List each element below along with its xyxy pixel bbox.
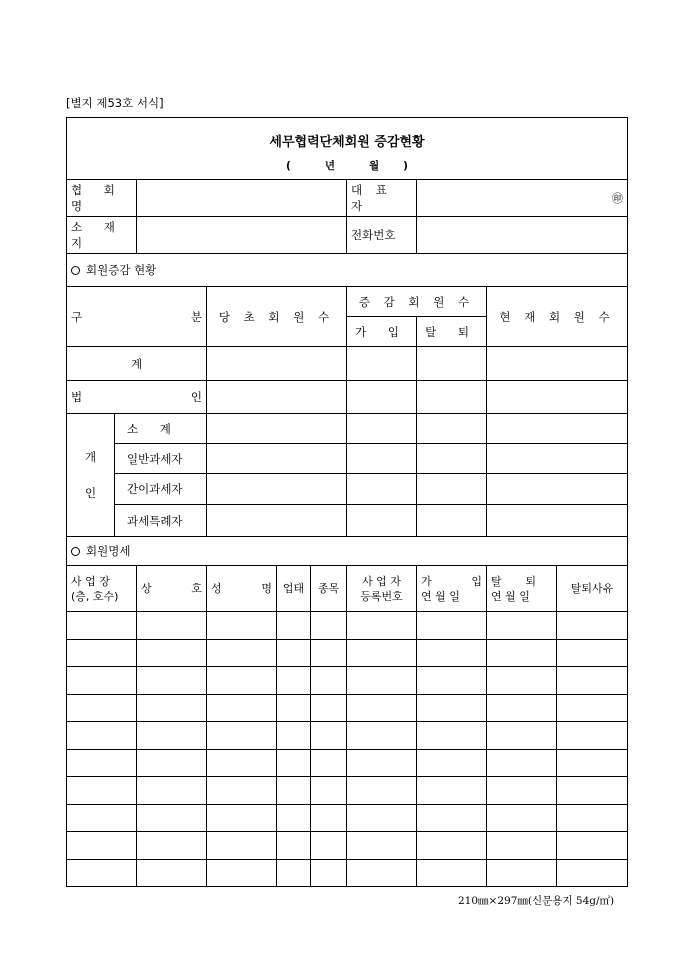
member-cell[interactable] bbox=[277, 612, 311, 640]
member-cell[interactable] bbox=[137, 859, 207, 887]
join-header: 가 입 bbox=[347, 317, 417, 347]
cell[interactable] bbox=[417, 414, 487, 444]
member-cell[interactable] bbox=[207, 832, 277, 860]
cell[interactable] bbox=[207, 505, 347, 537]
member-cell[interactable] bbox=[277, 832, 311, 860]
name-header: 성 명 bbox=[207, 566, 277, 612]
member-cell[interactable] bbox=[137, 749, 207, 777]
cell[interactable] bbox=[207, 414, 347, 444]
member-cell[interactable] bbox=[347, 694, 417, 722]
member-cell[interactable] bbox=[347, 832, 417, 860]
member-cell[interactable] bbox=[347, 722, 417, 750]
cell[interactable] bbox=[347, 505, 417, 537]
member-cell[interactable] bbox=[137, 832, 207, 860]
member-cell[interactable] bbox=[487, 859, 557, 887]
cell[interactable] bbox=[417, 444, 487, 474]
member-cell[interactable] bbox=[137, 722, 207, 750]
cell[interactable] bbox=[487, 474, 628, 505]
member-cell[interactable] bbox=[311, 667, 347, 695]
member-cell[interactable] bbox=[207, 777, 277, 805]
member-cell[interactable] bbox=[277, 804, 311, 832]
table-row bbox=[67, 832, 628, 860]
member-cell[interactable] bbox=[137, 612, 207, 640]
row-special-taxpayer-label: 과세특례자 bbox=[115, 505, 207, 537]
member-cell[interactable] bbox=[207, 612, 277, 640]
member-cell[interactable] bbox=[277, 859, 311, 887]
member-cell[interactable] bbox=[207, 722, 277, 750]
representative-field[interactable] bbox=[417, 180, 628, 217]
cell[interactable] bbox=[417, 474, 487, 505]
member-cell[interactable] bbox=[311, 777, 347, 805]
member-cell[interactable] bbox=[557, 832, 628, 860]
table-row bbox=[67, 694, 628, 722]
member-cell[interactable] bbox=[311, 639, 347, 667]
member-cell[interactable] bbox=[347, 639, 417, 667]
member-cell[interactable] bbox=[137, 694, 207, 722]
cell[interactable] bbox=[417, 381, 487, 414]
row-subtotal-label: 소 계 bbox=[115, 414, 207, 444]
member-cell[interactable] bbox=[417, 749, 487, 777]
member-cell[interactable] bbox=[207, 667, 277, 695]
member-cell[interactable] bbox=[67, 612, 137, 640]
table-row bbox=[67, 639, 628, 667]
member-cell[interactable] bbox=[347, 612, 417, 640]
member-cell[interactable] bbox=[487, 694, 557, 722]
member-cell[interactable] bbox=[277, 722, 311, 750]
registration-number-header: 사 업 자 등록번호 bbox=[347, 566, 417, 612]
cell[interactable] bbox=[487, 444, 628, 474]
cell[interactable] bbox=[487, 414, 628, 444]
row-simplified-taxpayer-label: 간이과세자 bbox=[115, 474, 207, 505]
member-cell[interactable] bbox=[137, 639, 207, 667]
member-cell[interactable] bbox=[207, 639, 277, 667]
item-header: 종목 bbox=[311, 566, 347, 612]
member-cell[interactable] bbox=[347, 804, 417, 832]
cell[interactable] bbox=[207, 474, 347, 505]
row-total-label: 계 bbox=[67, 347, 207, 381]
member-cell[interactable] bbox=[67, 639, 137, 667]
member-cell[interactable] bbox=[487, 639, 557, 667]
form-number-label: [별지 제53호 서식] bbox=[66, 96, 164, 110]
cell[interactable] bbox=[347, 414, 417, 444]
phone-label: 전화번호 bbox=[347, 217, 417, 254]
business-type-header: 업태 bbox=[277, 566, 311, 612]
member-cell[interactable] bbox=[67, 722, 137, 750]
table-row bbox=[67, 804, 628, 832]
member-cell[interactable] bbox=[487, 667, 557, 695]
member-cell[interactable] bbox=[417, 859, 487, 887]
cell[interactable] bbox=[487, 381, 628, 414]
member-cell[interactable] bbox=[487, 722, 557, 750]
association-name-label: 협 회 명 bbox=[67, 180, 137, 217]
member-cell[interactable] bbox=[67, 667, 137, 695]
member-change-header: 증 감 회 원 수 bbox=[347, 287, 487, 317]
member-cell[interactable] bbox=[207, 749, 277, 777]
member-cell[interactable] bbox=[277, 694, 311, 722]
cell[interactable] bbox=[347, 347, 417, 381]
phone-field[interactable] bbox=[417, 217, 628, 254]
circle-bullet-icon bbox=[71, 547, 80, 556]
member-cell[interactable] bbox=[417, 694, 487, 722]
member-cell[interactable] bbox=[557, 667, 628, 695]
cell[interactable] bbox=[417, 505, 487, 537]
table-row bbox=[67, 667, 628, 695]
member-cell[interactable] bbox=[557, 859, 628, 887]
member-cell[interactable] bbox=[347, 777, 417, 805]
cell[interactable] bbox=[207, 444, 347, 474]
trade-name-header: 상 호 bbox=[137, 566, 207, 612]
initial-members-header: 당 초 회 원 수 bbox=[207, 287, 347, 347]
member-cell[interactable] bbox=[67, 749, 137, 777]
section2-title: 회원명세 bbox=[67, 537, 628, 566]
member-cell[interactable] bbox=[207, 804, 277, 832]
member-cell[interactable] bbox=[207, 859, 277, 887]
member-cell[interactable] bbox=[417, 722, 487, 750]
member-cell[interactable] bbox=[67, 832, 137, 860]
member-cell[interactable] bbox=[557, 749, 628, 777]
cell[interactable] bbox=[347, 474, 417, 505]
member-cell[interactable] bbox=[311, 749, 347, 777]
member-cell[interactable] bbox=[557, 639, 628, 667]
cell[interactable] bbox=[487, 505, 628, 537]
member-cell[interactable] bbox=[311, 804, 347, 832]
category-header: 구 분 bbox=[67, 287, 207, 347]
join-date-header: 가 입 연 월 일 bbox=[417, 566, 487, 612]
table-row bbox=[67, 749, 628, 777]
member-cell[interactable] bbox=[67, 804, 137, 832]
place-header: 사 업 장 (층, 호수) bbox=[67, 566, 137, 612]
member-cell[interactable] bbox=[487, 777, 557, 805]
seal-mark: ㊞ bbox=[612, 192, 624, 205]
member-cell[interactable] bbox=[277, 749, 311, 777]
member-cell[interactable] bbox=[557, 612, 628, 640]
representative-label: 대 표 자 bbox=[347, 180, 417, 217]
cell[interactable] bbox=[207, 347, 347, 381]
member-rows bbox=[67, 612, 628, 887]
member-cell[interactable] bbox=[417, 777, 487, 805]
table-row bbox=[67, 777, 628, 805]
member-cell[interactable] bbox=[137, 777, 207, 805]
row-general-taxpayer-label: 일반과세자 bbox=[115, 444, 207, 474]
table-row bbox=[67, 612, 628, 640]
title-cell bbox=[67, 118, 628, 180]
row-corporation-label: 법 인 bbox=[67, 381, 207, 414]
member-cell[interactable] bbox=[487, 804, 557, 832]
member-cell[interactable] bbox=[557, 722, 628, 750]
member-cell[interactable] bbox=[277, 639, 311, 667]
member-cell[interactable] bbox=[277, 777, 311, 805]
location-field[interactable] bbox=[137, 217, 347, 254]
member-cell[interactable] bbox=[311, 612, 347, 640]
table-row bbox=[67, 722, 628, 750]
cell[interactable] bbox=[347, 381, 417, 414]
member-cell[interactable] bbox=[487, 749, 557, 777]
leave-date-header: 탈 퇴 연 월 일 bbox=[487, 566, 557, 612]
cell[interactable] bbox=[207, 381, 347, 414]
member-cell[interactable] bbox=[311, 722, 347, 750]
member-cell[interactable] bbox=[487, 612, 557, 640]
member-cell[interactable] bbox=[137, 804, 207, 832]
membership-change-form bbox=[66, 117, 628, 887]
member-cell[interactable] bbox=[311, 859, 347, 887]
member-cell[interactable] bbox=[67, 694, 137, 722]
row-individual-label: 개 인 bbox=[67, 414, 115, 537]
circle-bullet-icon bbox=[71, 266, 80, 275]
member-cell[interactable] bbox=[557, 694, 628, 722]
member-cell[interactable] bbox=[417, 832, 487, 860]
member-cell[interactable] bbox=[557, 777, 628, 805]
member-cell[interactable] bbox=[417, 612, 487, 640]
member-cell[interactable] bbox=[67, 859, 137, 887]
member-cell[interactable] bbox=[311, 832, 347, 860]
member-cell[interactable] bbox=[417, 804, 487, 832]
cell[interactable] bbox=[417, 347, 487, 381]
association-name-field[interactable] bbox=[137, 180, 347, 217]
member-cell[interactable] bbox=[347, 859, 417, 887]
member-cell[interactable] bbox=[487, 832, 557, 860]
member-cell[interactable] bbox=[137, 667, 207, 695]
cell[interactable] bbox=[487, 347, 628, 381]
member-cell[interactable] bbox=[557, 804, 628, 832]
cell[interactable] bbox=[347, 444, 417, 474]
current-members-header: 현 재 회 원 수 bbox=[487, 287, 628, 347]
member-cell[interactable] bbox=[347, 749, 417, 777]
member-cell[interactable] bbox=[417, 639, 487, 667]
section1-title: 회원증감 현황 bbox=[67, 254, 628, 287]
member-cell[interactable] bbox=[67, 777, 137, 805]
member-cell[interactable] bbox=[207, 694, 277, 722]
member-cell[interactable] bbox=[277, 667, 311, 695]
table-row bbox=[67, 859, 628, 887]
period-line: ( 년 월) bbox=[286, 159, 432, 172]
leave-header: 탈 퇴 bbox=[417, 317, 487, 347]
form-title: 세무협력단체회원 증감현황 bbox=[269, 134, 425, 150]
member-cell[interactable] bbox=[417, 667, 487, 695]
location-label: 소 재 지 bbox=[67, 217, 137, 254]
leave-reason-header: 탈퇴사유 bbox=[557, 566, 628, 612]
member-cell[interactable] bbox=[311, 694, 347, 722]
member-cell[interactable] bbox=[347, 667, 417, 695]
paper-size-note: 210㎜×297㎜(신문용지 54g/㎡) bbox=[458, 895, 615, 907]
